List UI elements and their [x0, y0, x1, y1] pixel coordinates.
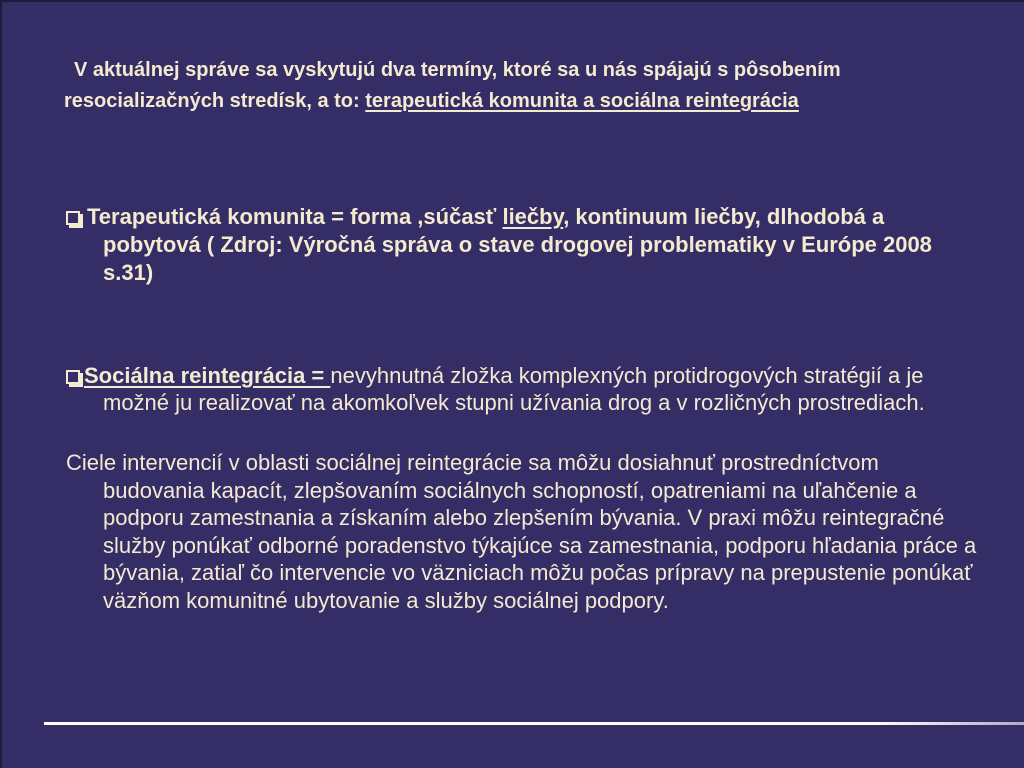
checkbox-square-icon	[66, 211, 80, 225]
bullet-therapeutic-community	[66, 203, 983, 287]
bullet1-text-after: , kontinuum liečby, dlhodobá a pobytová ( Zdroj: Výročná správa o stave drogovej problematiky v Európe 2008 s.31)	[103, 204, 932, 285]
intro-text-before: V aktuálnej správe sa vyskytujú dva termíny, ktoré sa u nás spájajú s pôsobením resocializačných stredísk, a to:	[64, 59, 841, 112]
bullet1-underlined-word: liečby	[502, 204, 564, 229]
bullet-social-reintegration	[66, 362, 983, 416]
bullet1-text-before: Terapeutická komunita = forma ,súčasť	[87, 204, 503, 229]
bullet2-lead: Sociálna reintegrácia =	[84, 363, 331, 388]
paragraph-intervention-goals: Ciele intervencií v oblasti sociálnej reintegrácie sa môžu dosiahnuť prostredníctvom budovania kapacít, zlepšovaním sociálnych schopností, opatreniami na uľahčenie a podporu zamestnania a získaním alebo zlepšením bývania. V praxi môžu reintegračné služby ponúkať odborné poradenstvo týkajúce sa zamestnania, podporu hľadania práce a bývania, zatiaľ čo intervencie vo väzniciach môžu počas prípravy na prepustenie ponúkať väzňom komunitné ubytovanie a služby sociálnej podpory.	[66, 450, 977, 613]
intro-text	[64, 55, 924, 117]
footer-divider	[44, 722, 1024, 725]
bullet2-text: nevyhnutná zložka komplexných protidrogových stratégií a je možné ju realizovať na akomkoľvek stupni užívania drog a v rozličných prostrediach.	[103, 363, 925, 415]
checkbox-square-icon	[66, 370, 80, 384]
intro-underlined-terms: terapeutická komunita a sociálna reintegrácia	[365, 90, 799, 112]
